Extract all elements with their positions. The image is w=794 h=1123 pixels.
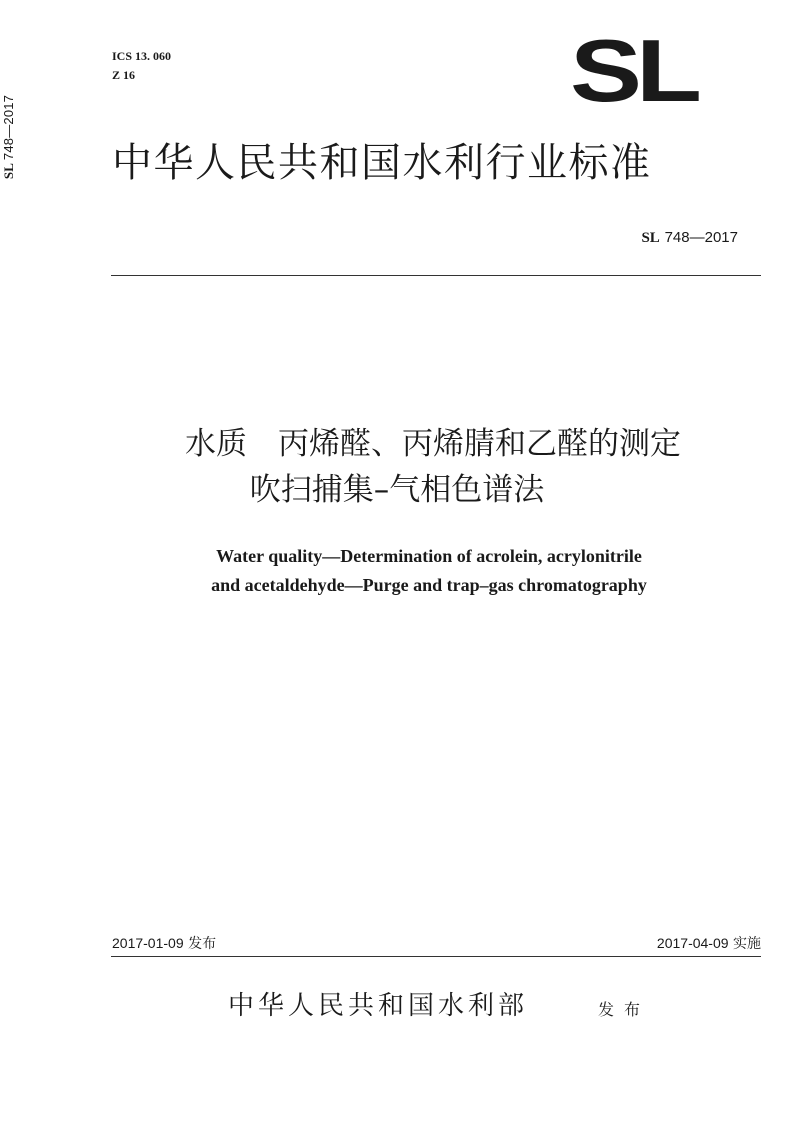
implement-date-value: 2017-04-09 — [656, 935, 729, 951]
side-code-prefix: SL — [1, 163, 16, 180]
standard-title: 中华人民共和国水利行业标准 — [112, 140, 652, 186]
issue-date — [112, 933, 216, 953]
ccs-code: Z 16 — [112, 68, 136, 82]
chinese-title-line2: 吹扫捕集–气相色谱法 — [249, 472, 545, 508]
issuing-authority-suffix: 发布 — [598, 1000, 651, 1019]
standard-code-number: 748—2017 — [664, 229, 738, 246]
ics-code: ICS 13. 060 — [112, 49, 172, 63]
chinese-title-line1: 水质 丙烯醛、丙烯腈和乙醛的测定 — [185, 426, 681, 462]
standard-code-prefix: SL — [641, 230, 660, 246]
standard-code — [641, 228, 738, 247]
implement-date-label: 实施 — [733, 936, 761, 952]
header-divider — [111, 275, 761, 276]
issue-date-label: 发布 — [188, 936, 217, 952]
side-standard-code — [1, 87, 19, 187]
issuing-authority: 中华人民共和国水利部 — [228, 991, 529, 1021]
footer-divider — [111, 956, 761, 957]
issue-date-value: 2017-01-09 — [112, 935, 184, 951]
english-title-line2: and acetaldehyde—Purge and trap–gas chromatography — [211, 575, 647, 595]
english-title-line1: Water quality—Determination of acrolein, acrylonitrile — [216, 546, 642, 566]
implement-date — [657, 933, 761, 953]
sl-logo: SL — [570, 20, 697, 120]
side-code-number: 748—2017 — [1, 94, 16, 161]
classification-block — [112, 47, 171, 85]
